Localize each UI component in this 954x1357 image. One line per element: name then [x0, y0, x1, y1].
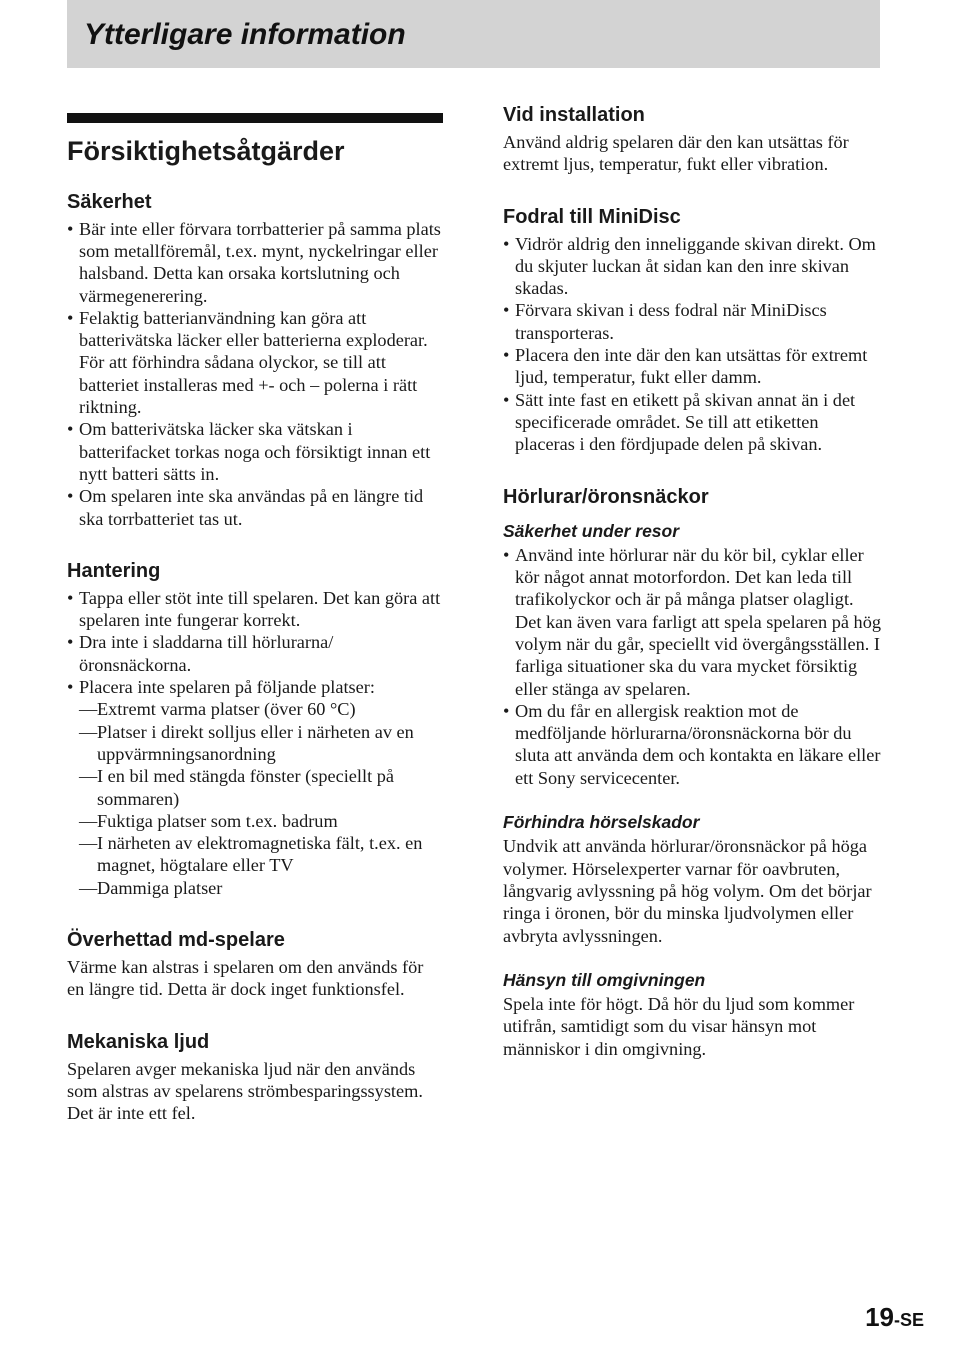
omgivningen-text: Spela inte för högt. Då hör du ljud som kommer utifrån, samtidigt som du visar hänsyn mot människor i din omgivning. [503, 994, 855, 1059]
left-column [67, 104, 443, 1124]
overhettad-section [67, 929, 443, 1001]
list-item: • Om batterivätska läcker ska vätskan i batterifacket torkas noga och försiktigt innan ett nytt batteri sätts in. [67, 418, 443, 485]
resor-heading: Säkerhet under resor [503, 520, 680, 541]
hantering-section [67, 560, 443, 899]
sakerhet-list [67, 218, 443, 530]
horselskador-heading: Förhindra hörselskador [503, 812, 700, 833]
list-item: • Om spelaren inte ska användas på en längre tid ska torrbatteriet tas ut. [67, 485, 443, 530]
fodral-section [503, 206, 881, 456]
sakerhet-section [67, 191, 443, 530]
list-item: • Sätt inte fast en etikett på skivan annat än i det specificerade området. Se till att etiketten placeras i den fördjupade delen på skivan. [503, 389, 881, 456]
list-item: — I en bil med stängda fönster (speciellt på sommaren) [79, 765, 443, 810]
list-item: • Använd inte hörlurar när du kör bil, cyklar eller kör något annat motorfordon. Det kan leda till trafikolyckor och är på många platser olagligt. Det kan även vara farligt att spela spelaren på hög volym när du går, speciellt vid övergångsställen. I farliga situationer ska du vara mycket försiktig eller stänga av spelaren. [503, 544, 881, 700]
list-item: • Bär inte eller förvara torrbatterier på samma plats som metallföremål, t.ex. mynt, nyckelringar eller halsband. Detta kan orsaka kortslutning och värmegenerering. [67, 218, 443, 307]
page-number-value: 19 [865, 1302, 894, 1332]
list-item: — I närheten av elektromagnetiska fält, t.ex. en magnet, högtalare eller TV [79, 832, 443, 877]
list-item: • Tappa eller stöt inte till spelaren. Det kan göra att spelaren inte fungerar korrekt. [67, 587, 443, 632]
sakerhet-heading: Säkerhet [67, 190, 152, 213]
places-intro: Placera inte spelaren på följande platser: [79, 677, 375, 698]
omgivningen-subsection [503, 971, 881, 1060]
installation-heading: Vid installation [503, 104, 645, 126]
list-item: • Dra inte i sladdarna till hörlurarna/ öronsnäckorna. [67, 631, 443, 676]
fodral-heading: Fodral till MiniDisc [503, 205, 681, 228]
overhettad-heading: Överhettad md-spelare [67, 929, 285, 951]
overhettad-text: Värme kan alstras i spelaren om den används för en längre tid. Detta är dock inget funktionsfel. [67, 957, 424, 1000]
page-language-suffix: -SE [893, 1310, 924, 1330]
list-item: • Felaktig batterianvändning kan göra att batterivätska läcker eller batterierna exploderar. För att förhindra sådana olyckor, se till att batteriet installeras med +- och – polerna i rätt riktning. [67, 307, 443, 418]
resor-subsection [503, 522, 881, 790]
horselskador-text: Undvik att använda hörlurar/öronsnäckor på höga volymer. Hörselexperter varnar för oavbruten, långvarig avlyssning på hög volym. Om det börjar ringa i öronen, bör du minska ljudvolymen eller avbryta avlyssningen. [503, 836, 872, 946]
list-item: • Vidrör aldrig den inneliggande skivan direkt. Om du skjuter luckan åt sidan kan den inre skivan skadas. [503, 233, 881, 300]
horlurar-section [503, 486, 881, 1060]
installation-text: Använd aldrig spelaren där den kan utsättas för extremt ljus, temperatur, fukt eller vibration. [503, 132, 849, 175]
header-band [67, 0, 880, 68]
page-number [865, 1302, 924, 1333]
mekaniska-section [67, 1031, 443, 1125]
list-item: • Placera den inte där den kan utsättas för extremt ljud, temperatur, fukt eller damm. [503, 344, 881, 389]
list-item: — Dammiga platser [79, 877, 443, 899]
section-title: Försiktighetsåtgärder [67, 136, 345, 166]
hantering-heading: Hantering [67, 559, 161, 582]
places-list [79, 698, 443, 899]
horselskador-subsection [503, 813, 881, 947]
list-item: • Om du får en allergisk reaktion mot de medföljande hörlurarna/öronsnäckorna bör du sluta att använda dem och kontakta en läkare eller ett Sony servicecenter. [503, 700, 881, 789]
chapter-title: Ytterligare information [84, 18, 406, 51]
list-item: — Extremt varma platser (över 60 °C) [79, 698, 443, 720]
list-item: — Platser i direkt solljus eller i närheten av en uppvärmningsanordning [79, 721, 443, 766]
installation-section [503, 104, 881, 176]
omgivningen-heading: Hänsyn till omgivningen [503, 969, 706, 990]
hantering-list [67, 587, 443, 899]
fodral-list [503, 233, 881, 456]
mekaniska-heading: Mekaniska ljud [67, 1030, 210, 1053]
list-item [67, 676, 443, 899]
mekaniska-text: Spelaren avger mekaniska ljud när den används som alstras av spelarens strömbesparingssystem. Det är inte ett fel. [67, 1058, 423, 1124]
right-column [503, 104, 881, 1060]
list-item: — Fuktiga platser som t.ex. badrum [79, 810, 443, 832]
resor-list [503, 544, 881, 789]
horlurar-heading: Hörlurar/öronsnäckor [503, 485, 709, 508]
list-item: • Förvara skivan i dess fodral när MiniDiscs transporteras. [503, 299, 881, 344]
section-bar [67, 113, 443, 123]
